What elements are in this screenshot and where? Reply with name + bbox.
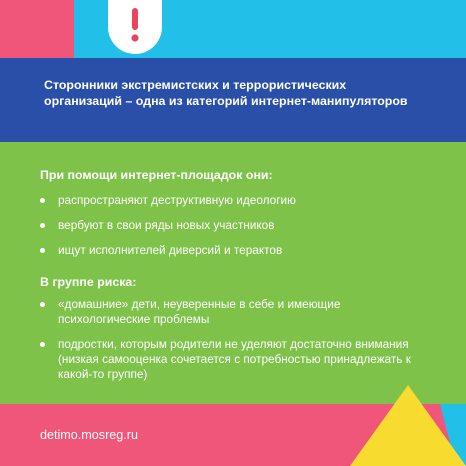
bullet-dot [40, 223, 45, 228]
list-item [40, 193, 435, 208]
list-item-text: подростки, которым родители не уделяют достаточно внимания (низкая самооценка сочетается с потребностью принадлежать к какой-то группе) [58, 337, 411, 381]
list-item-text: вербуют в свои ряды новых участников [58, 218, 275, 232]
list-item [40, 218, 435, 233]
bullet-dot [40, 198, 45, 203]
actions-list [40, 193, 435, 258]
actions-heading: При помощи интернет-площадок они: [40, 168, 273, 182]
bullet-dot [40, 342, 45, 347]
bullet-dot [40, 302, 45, 307]
site-link[interactable]: detimo.mosreg.ru [40, 428, 138, 442]
exclamation-icon [108, 0, 162, 54]
list-item-text: распространяют деструктивную идеологию [58, 193, 296, 207]
risk-list [40, 297, 435, 382]
list-item-text: ищут исполнителей диверсий и терактов [58, 243, 283, 257]
page-title: Сторонники экстремистских и террористических организаций – одна из категорий интернет-манипуляторов [44, 78, 408, 108]
bullet-dot [40, 248, 45, 253]
list-item [40, 243, 435, 258]
list-item [40, 297, 435, 327]
risk-heading: В группе риска: [40, 275, 137, 289]
top-left-decor [0, 0, 74, 58]
list-item-text: «домашние» дети, неуверенные в себе и имеющие психологические проблемы [58, 297, 341, 326]
list-item [40, 337, 435, 382]
